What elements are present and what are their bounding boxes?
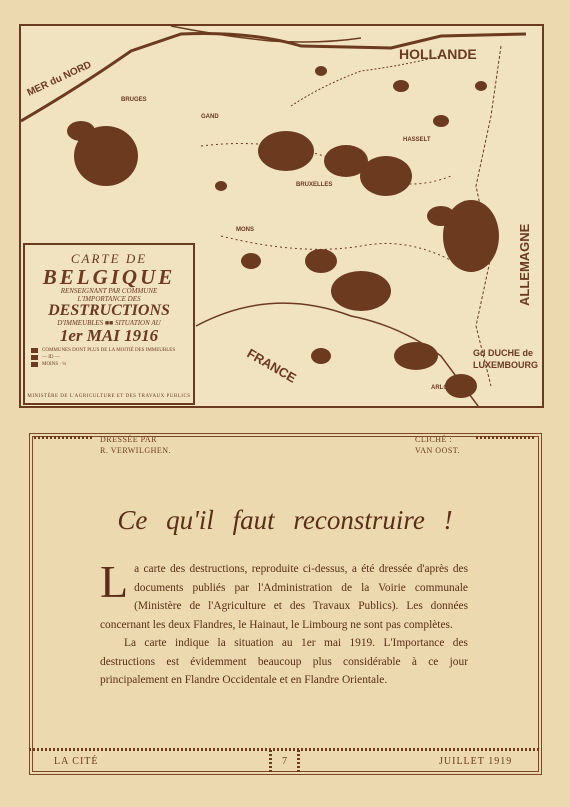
map-label-luxembourg: LUXEMBOURG	[473, 360, 538, 370]
map-label-bruxelles: BRUXELLES	[296, 182, 333, 188]
map-label-sea: MER du NORD	[25, 59, 94, 99]
legend-row	[31, 354, 193, 361]
map-label-hasselt: HASSELT	[403, 137, 431, 143]
footer-rule	[29, 748, 542, 751]
footer-page-number: 7	[282, 756, 288, 767]
map-label-allemagne: ALLEMAGNE	[517, 223, 532, 306]
legend-line5: DESTRUCTIONS	[48, 302, 170, 319]
legend-rows	[31, 347, 193, 368]
legend-row-label: COMMUNES DONT PLUS DE LA MOITIÉ DES IMMEUBLES	[42, 348, 176, 353]
article-title: Ce qu'il faut reconstruire !	[117, 505, 453, 535]
legend-row-label: MOINS · ¼	[42, 362, 67, 367]
legend-line2: BELGIQUE	[42, 265, 176, 289]
legend-row	[31, 347, 193, 354]
dotted-rule	[476, 436, 536, 439]
legend-line6: D'IMMEUBLES ■■ SITUATION AU	[57, 319, 161, 327]
legend-footer: MINISTÈRE DE L'AGRICULTURE ET DES TRAVAUX PUBLICS	[27, 394, 191, 399]
map-legend	[23, 243, 195, 405]
footer-separator	[297, 750, 300, 772]
article-body	[100, 556, 468, 690]
map-label-hollande: HOLLANDE	[399, 46, 477, 62]
article-paragraph-1: a carte des destructions, reproduite ci-dessus, a été dressée d'après des documents publiés par l'Administration de la Voirie communale (Ministère de l'Agriculture et des Travaux Publics). Les données concernant les deux Flandres, le Hainaut, le Limbourg ne sont pas complètes.	[100, 563, 468, 631]
legend-line1: CARTE DE	[70, 251, 148, 266]
legend-swatch	[31, 348, 38, 353]
drop-cap: L	[100, 556, 129, 607]
legend-row-label: — ID —	[42, 355, 60, 360]
article-paragraph-2: La carte indique la situation au 1er mai 1919. L'Importance des destructions est évidemment beaucoup plus considérable à ce jour principalement en Flandre Occidentale et en Flandre Orientale.	[100, 637, 468, 686]
dotted-rule	[34, 436, 94, 439]
footer-journal: LA CITÉ	[54, 756, 99, 767]
map-label-bruges: BRUGES	[121, 97, 147, 103]
legend-line7: 1er MAI 1916	[59, 326, 159, 345]
credit-right-line2: VAN OOST.	[415, 446, 461, 455]
legend-swatch	[31, 355, 38, 360]
map-label-grand-duche: Gd DUCHE de	[473, 348, 534, 358]
credit-left-line1: DRESSÉE PAR	[100, 435, 157, 444]
legend-line4: L'IMPORTANCE DES	[77, 295, 141, 303]
legend-swatch	[31, 362, 38, 367]
legend-line3: RENSEIGNANT PAR COMMUNE	[60, 287, 158, 295]
legend-row	[31, 361, 193, 368]
footer-date: JUILLET 1919	[439, 756, 513, 767]
credit-right-line1: CLICHÉ :	[415, 435, 453, 444]
map-label-arlon: ARLON	[431, 385, 453, 391]
map-label-mons: MONS	[236, 227, 254, 233]
footer-separator	[269, 750, 272, 772]
credit-left-line2: R. VERWILGHEN.	[100, 446, 172, 455]
map-label-gand: GAND	[201, 114, 219, 120]
map-label-france: FRANCE	[244, 345, 299, 386]
page-footer	[29, 748, 542, 774]
